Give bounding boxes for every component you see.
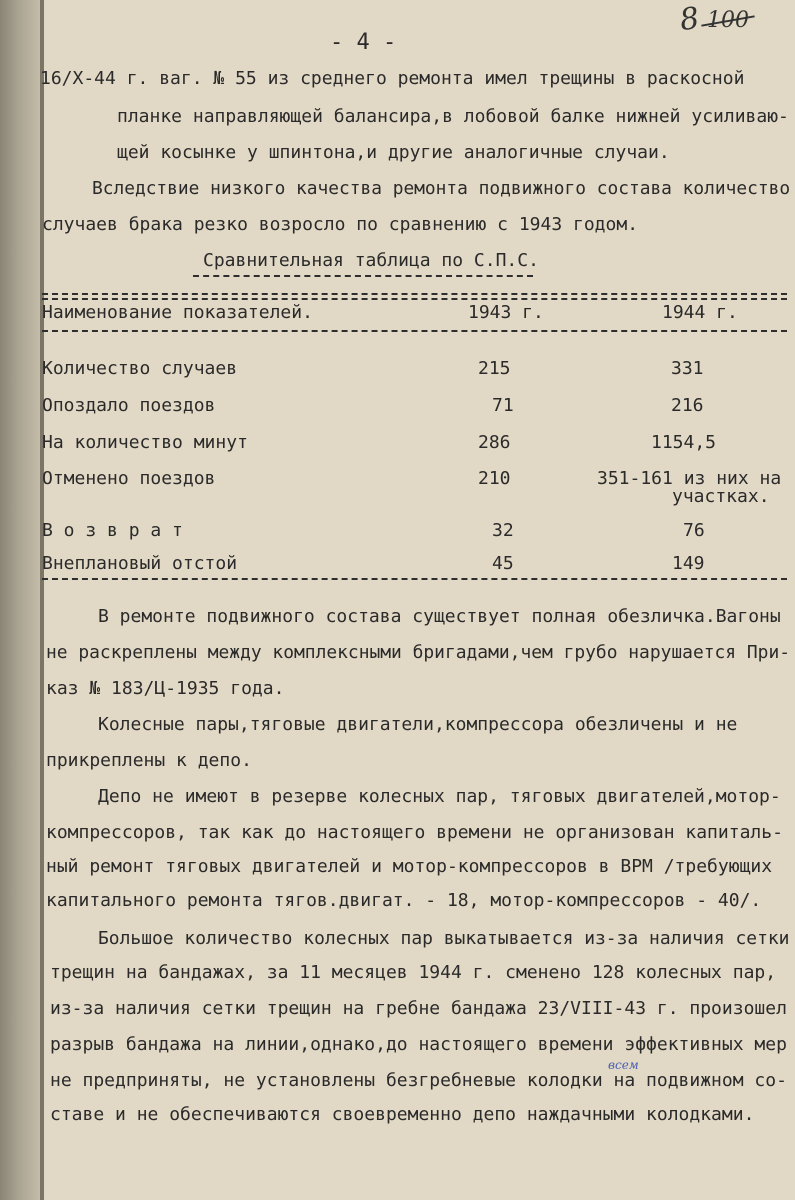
text-line: трещин на бандажах, за 11 месяцев 1944 г. сменено 128 колесных пар, [50, 962, 777, 983]
row-value-1944: 216 [671, 395, 704, 416]
text-line: Вследствие низкого качества ремонта подвижного состава количество [92, 178, 791, 199]
text-line: прикреплены к депо. [46, 750, 252, 771]
page-number: - 4 - [330, 30, 397, 55]
text-line: из-за наличия сетки трещин на гребне бандажа 23/VIII-43 г. произошел [50, 998, 787, 1019]
row-label: Опоздало поездов [42, 395, 216, 416]
table-top-rule [42, 293, 787, 295]
text-line: щей косынке у шпинтона,и другие аналогичные случаи. [117, 142, 670, 163]
row-value-1944: 331 [671, 358, 704, 379]
text-line: каз № 183/Ц-1935 года. [46, 678, 285, 699]
table-header-rule [42, 330, 787, 332]
row-value-1943: 71 [492, 395, 514, 416]
text-line: не предприняты, не установлены безгребневые колодки на подвижном со- [50, 1070, 787, 1091]
text-line: Колесные пары,тяговые двигатели,компрессора обезличены и не [98, 714, 738, 735]
row-label: В о з в р а т [42, 520, 183, 541]
row-value-1944: 76 [683, 520, 705, 541]
text-line: случаев брака резко возросло по сравнению с 1943 годом. [42, 214, 639, 235]
row-value-1943: 45 [492, 553, 514, 574]
text-line: компрессоров, так как до настоящего времени не организован капиталь- [46, 822, 783, 843]
table-header-1943: 1943 г. [468, 302, 544, 323]
text-line: 16/Х-44 г. ваг. № 55 из среднего ремонта имел трещины в раскосной [40, 68, 745, 89]
row-value-1944: 149 [672, 553, 705, 574]
text-line: разрыв бандажа на линии,однако,до настоящего времени эффективных мер [50, 1034, 787, 1055]
text-line: планке направляющей балансира,в лобовой балке нижней усиливаю- [117, 106, 789, 127]
text-line: ный ремонт тяговых двигателей и мотор-компрессоров в ВРМ /требующих [46, 856, 773, 877]
text-line: не раскреплены между комплексными бригадами,чем грубо нарушается При- [46, 642, 791, 663]
text-line: Большое количество колесных пар выкатывается из-за наличия сетки [98, 928, 790, 949]
row-value-1943: 286 [478, 432, 511, 453]
text-line: ставе и не обеспечиваются своевременно депо наждачными колодками. [50, 1104, 755, 1125]
row-value-1943: 215 [478, 358, 511, 379]
text-line: капитального ремонта тягов.двигат. - 18, мотор-компрессоров - 40/. [46, 890, 762, 911]
row-value-1944: 1154,5 [651, 432, 717, 453]
row-label: Внеплановый отстой [42, 553, 238, 574]
row-label: На количество минут [42, 432, 248, 453]
folio-number: 8 [677, 0, 702, 39]
row-value-1944-continued: участках. [672, 486, 770, 507]
table-header-1944: 1944 г. [662, 302, 738, 323]
row-label: Отменено поездов [42, 468, 216, 489]
row-value-1944: 351-161 из них на [597, 468, 782, 489]
handwritten-note: всем [608, 1058, 639, 1072]
text-line: Депо не имеют в резерве колесных пар, тяговых двигателей,мотор- [98, 786, 781, 807]
table-header-name: Наименование показателей. [42, 302, 313, 323]
text-line: В ремонте подвижного состава существует полная обезличка.Вагоны [98, 606, 781, 627]
table-title: Сравнительная таблица по С.П.С. [203, 250, 539, 271]
row-label: Количество случаев [42, 358, 238, 379]
table-bottom-rule [42, 578, 787, 580]
title-underline [193, 275, 533, 277]
row-value-1943: 210 [478, 468, 511, 489]
row-value-1943: 32 [492, 520, 514, 541]
folio-struck-number: 100 [707, 8, 749, 33]
table-top-rule-2 [42, 298, 787, 300]
